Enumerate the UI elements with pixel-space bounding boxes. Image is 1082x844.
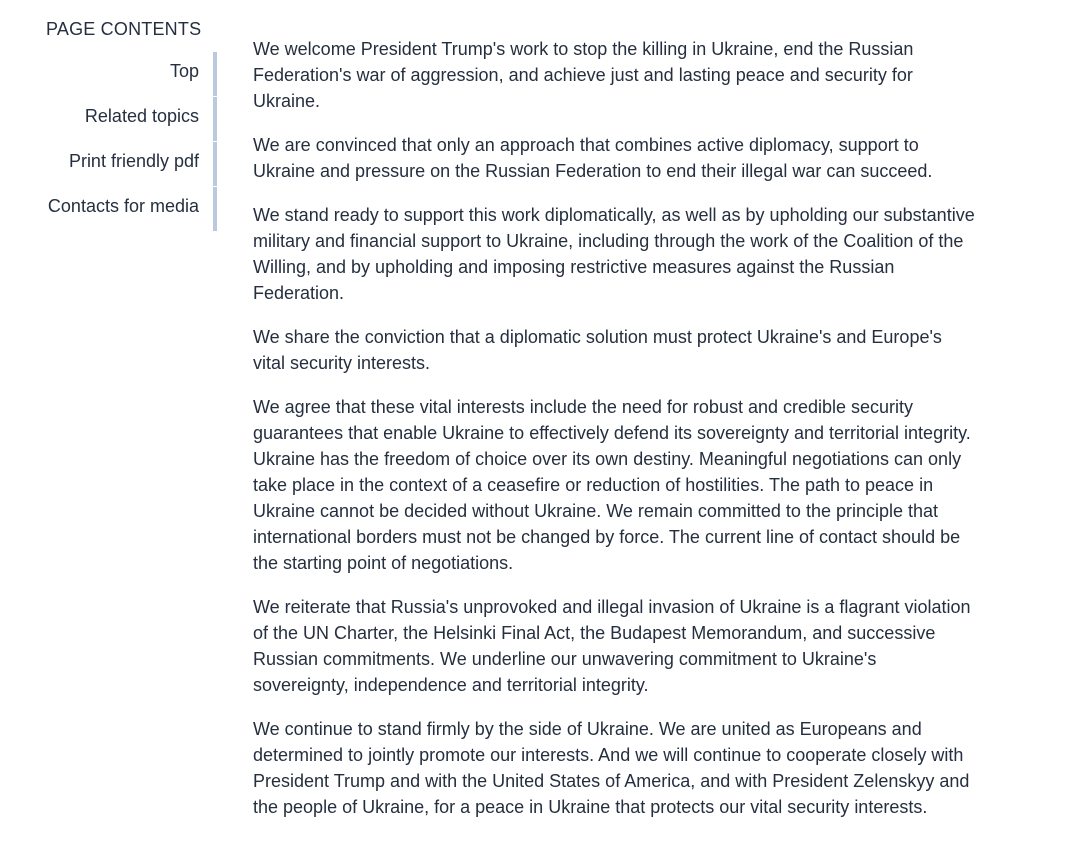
toc-indicator-bar — [213, 142, 217, 186]
toc-item-contacts-for-media[interactable] — [0, 187, 217, 232]
toc-indicator-bar — [213, 52, 217, 96]
toc-indicator-bar — [213, 187, 217, 231]
toc-item-top[interactable] — [0, 52, 217, 97]
toc-link-top[interactable]: Top — [169, 61, 199, 81]
toc-item-related-topics[interactable] — [0, 97, 217, 142]
paragraph: We agree that these vital interests include the need for robust and credible security guarantees that enable Ukraine to effectively defend its sovereignty and territorial integrity. Ukraine has the freedom of choice over its own destiny. Meaningful negotiations can only take place in the context of a ceasefire or reduction of hostilities. The path to peace in Ukraine cannot be decided without Ukraine. We remain committed to the principle that international borders must not be changed by force. The current line of contact should be the starting point of negotiations. — [253, 397, 971, 573]
page-contents-title: PAGE CONTENTS — [46, 19, 202, 39]
toc-link-print-friendly-pdf[interactable]: Print friendly pdf — [68, 151, 199, 171]
toc-link-related-topics[interactable]: Related topics — [84, 106, 199, 126]
paragraph: We share the conviction that a diplomatic solution must protect Ukraine's and Europe's vital security interests. — [253, 327, 942, 373]
toc-indicator-bar — [213, 97, 217, 141]
paragraph: We are convinced that only an approach that combines active diplomacy, support to Ukraine and pressure on the Russian Federation to end their illegal war can succeed. — [253, 135, 933, 181]
paragraph: We reiterate that Russia's unprovoked and illegal invasion of Ukraine is a flagrant violation of the UN Charter, the Helsinki Final Act, the Budapest Memorandum, and successive Russian commitments. We underline our unwavering commitment to Ukraine's sovereignty, independence and territorial integrity. — [253, 597, 971, 695]
page-contents-list — [0, 52, 217, 232]
paragraph: We continue to stand firmly by the side of Ukraine. We are united as Europeans and determined to jointly promote our interests. And we will continue to cooperate closely with President Trump and with the United States of America, and with President Zelenskyy and the people of Ukraine, for a peace in Ukraine that protects our vital security interests. — [253, 719, 970, 817]
toc-link-contacts-for-media[interactable]: Contacts for media — [47, 196, 199, 216]
statement-body — [253, 36, 975, 838]
paragraph: We welcome President Trump's work to stop the killing in Ukraine, end the Russian Federation's war of aggression, and achieve just and lasting peace and security for Ukraine. — [253, 39, 914, 111]
toc-item-print-friendly-pdf[interactable] — [0, 142, 217, 187]
paragraph: We stand ready to support this work diplomatically, as well as by upholding our substantive military and financial support to Ukraine, including through the work of the Coalition of the Willing, and by upholding and imposing restrictive measures against the Russian Federation. — [253, 205, 975, 303]
